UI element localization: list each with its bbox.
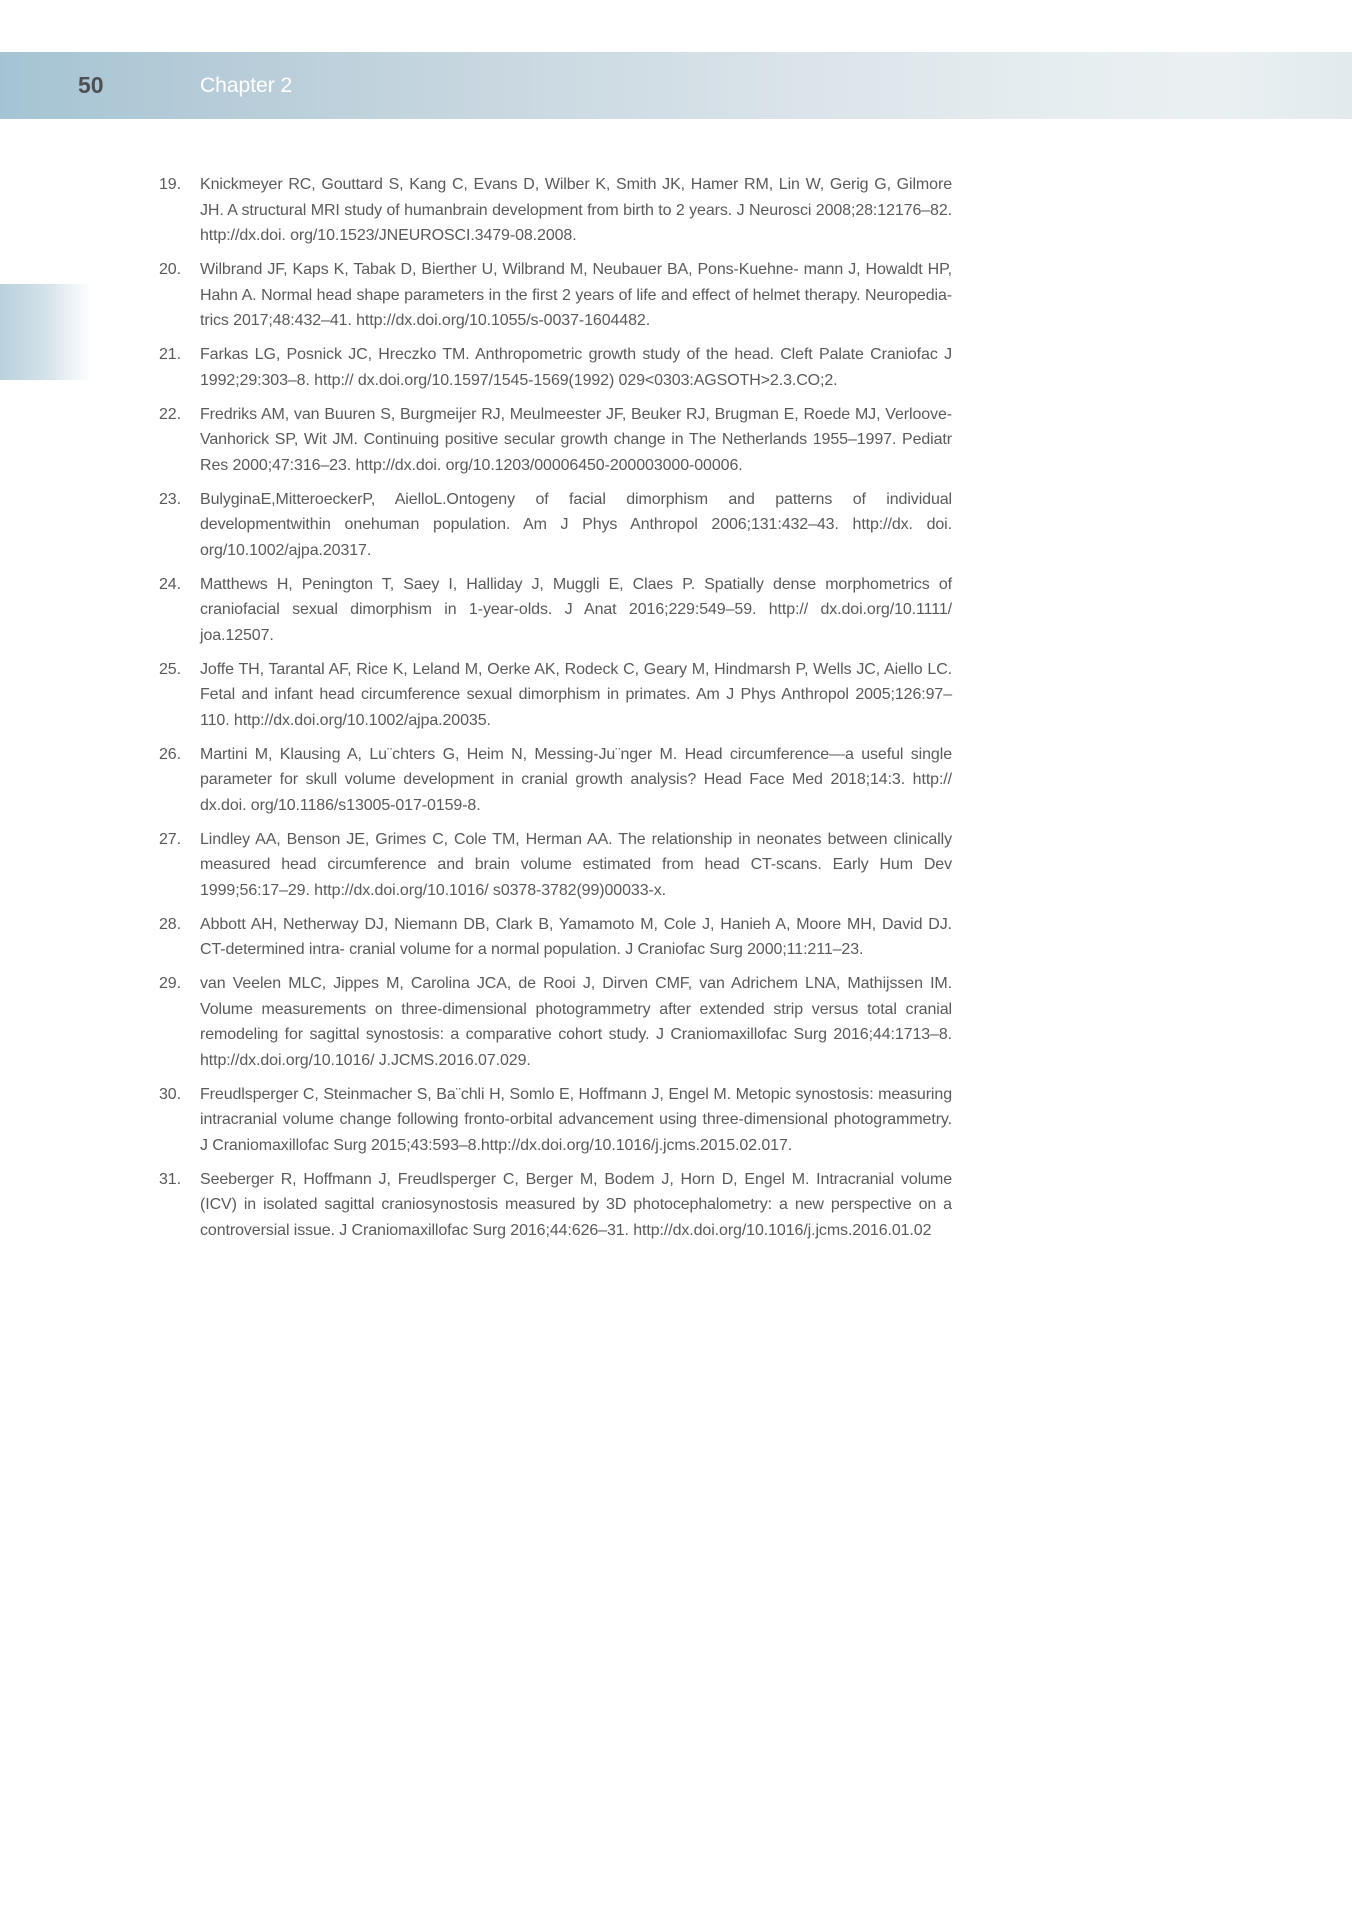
reference-number: 22.	[159, 405, 181, 423]
reference-text: Freudlsperger C, Steinmacher S, Ba¨chli H, Somlo E, Hoffmann J, Engel M. Metopic synostosis: measuring intracranial volume change following fronto-orbital advancement using three-dimensional photogrammetry. J Craniomaxillofac Surg 2015;43:593–8.http://dx.doi.org/10.1016/j.jcms.2015.02.017.	[200, 1085, 952, 1154]
left-margin-accent	[0, 284, 108, 380]
reference-item	[159, 971, 952, 1073]
reference-text: Abbott AH, Netherway DJ, Niemann DB, Clark B, Yamamoto M, Cole J, Hanieh A, Moore MH, David DJ. CT-determined intra- cranial volume for a normal population. J Craniofac Surg 2000;11:211–23.	[200, 915, 952, 958]
reference-text: Joffe TH, Tarantal AF, Rice K, Leland M, Oerke AK, Rodeck C, Geary M, Hindmarsh P, Wells JC, Aiello LC. Fetal and infant head circumference sexual dimorphism in primates. Am J Phys Anthropol 2005;126:97–110. http://dx.doi.org/10.1002/ajpa.20035.	[200, 660, 952, 729]
reference-item	[159, 657, 952, 734]
reference-number: 31.	[159, 1170, 181, 1188]
reference-text: Matthews H, Penington T, Saey I, Halliday J, Muggli E, Claes P. Spatially dense morphometrics of craniofacial sexual dimorphism in 1-year-olds. J Anat 2016;229:549–59. http:// dx.doi.org/10.1111/ joa.12507.	[200, 575, 952, 644]
reference-text: Fredriks AM, van Buuren S, Burgmeijer RJ, Meulmeester JF, Beuker RJ, Brugman E, Roede MJ, Verloove-Vanhorick SP, Wit JM. Continuing positive secular growth change in The Netherlands 1955–1997. Pediatr Res 2000;47:316–23. http://dx.doi. org/10.1203/00006450-200003000-00006.	[200, 405, 952, 474]
chapter-title: Chapter 2	[200, 73, 293, 97]
reference-item	[159, 1167, 952, 1244]
reference-number: 20.	[159, 261, 181, 278]
reference-item	[159, 1082, 952, 1159]
reference-item	[159, 402, 952, 479]
reference-text: BulyginaE,MitteroeckerP, AielloL.Ontogeny of facial dimorphism and patterns of individual developmentwithin onehuman population. Am J Phys Anthropol 2006;131:432–43. http://dx. doi. org/10.1002/ajpa.20317.	[200, 490, 952, 559]
reference-number: 21.	[159, 346, 181, 363]
reference-text: Seeberger R, Hoffmann J, Freudlsperger C, Berger M, Bodem J, Horn D, Engel M. Intracranial volume (ICV) in isolated sagittal craniosynostosis measured by 3D photocephalometry: a new perspective on a controversial issue. J Craniomaxillofac Surg 2016;44:626–31. http://dx.doi.org/10.1016/j.jcms.2016.01.02	[200, 1170, 952, 1239]
reference-number: 23.	[159, 490, 181, 508]
reference-number: 27.	[159, 830, 181, 848]
reference-number: 24.	[159, 575, 181, 593]
page-number: 50	[78, 72, 104, 98]
reference-item	[159, 827, 952, 904]
reference-text: van Veelen MLC, Jippes M, Carolina JCA, de Rooi J, Dirven CMF, van Adrichem LNA, Mathijssen IM. Volume measurements on three-dimensional photogrammetry after extended strip versus total cranial remodeling for sagittal synostosis: a comparative cohort study. J Craniomaxillofac Surg 2016;44:1713–8. http://dx.doi.org/10.1016/ J.JCMS.2016.07.029.	[200, 975, 952, 1069]
chapter-header-band	[0, 52, 1352, 119]
reference-item	[159, 172, 952, 249]
reference-number: 25.	[159, 660, 181, 678]
reference-number: 29.	[159, 975, 181, 992]
reference-item	[159, 742, 952, 819]
reference-item	[159, 572, 952, 649]
reference-item	[159, 342, 952, 393]
reference-item	[159, 912, 952, 963]
reference-list	[159, 172, 952, 1252]
reference-item	[159, 487, 952, 564]
reference-text: Lindley AA, Benson JE, Grimes C, Cole TM, Herman AA. The relationship in neonates between clinically measured head circumference and brain volume estimated from head CT-scans. Early Hum Dev 1999;56:17–29. http://dx.doi.org/10.1016/ s0378-3782(99)00033-x.	[200, 830, 952, 899]
reference-text: Wilbrand JF, Kaps K, Tabak D, Bierther U, Wilbrand M, Neubauer BA, Pons-Kuehne- mann J, Howaldt HP, Hahn A. Normal head shape parameters in the first 2 years of life and effect of helmet therapy. Neuropedia- trics 2017;48:432–41. http://dx.doi.org/10.1055/s-0037-1604482.	[200, 261, 952, 329]
reference-number: 19.	[159, 176, 181, 193]
reference-text: Martini M, Klausing A, Lu¨chters G, Heim N, Messing-Ju¨nger M. Head circumference—a useful single parameter for skull volume development in cranial growth analysis? Head Face Med 2018;14:3. http:// dx.doi. org/10.1186/s13005-017-0159-8.	[200, 745, 952, 814]
reference-text: Farkas LG, Posnick JC, Hreczko TM. Anthropometric growth study of the head. Cleft Palate Craniofac J 1992;29:303–8. http:// dx.doi.org/10.1597/1545-1569(1992) 029<0303:AGSOTH>2.3.CO;2.	[200, 346, 952, 389]
reference-number: 30.	[159, 1085, 181, 1103]
reference-text: Knickmeyer RC, Gouttard S, Kang C, Evans D, Wilber K, Smith JK, Hamer RM, Lin W, Gerig G, Gilmore JH. A structural MRI study of humanbrain development from birth to 2 years. J Neurosci 2008;28:12176–82. http://dx.doi. org/10.1523/JNEUROSCI.3479-08.2008.	[200, 176, 952, 244]
reference-number: 26.	[159, 745, 181, 763]
reference-item	[159, 257, 952, 334]
reference-number: 28.	[159, 915, 181, 933]
